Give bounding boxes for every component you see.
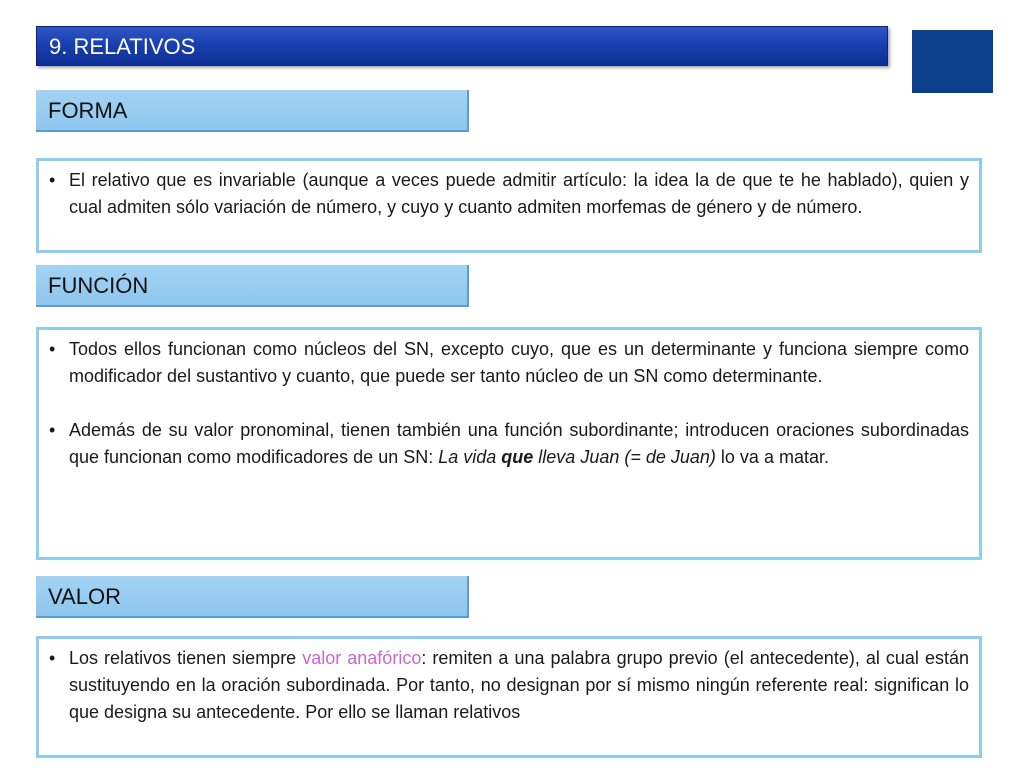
bullet-text-part: : remiten a una palabra grupo previo (el antecedente), al cual están sustituyendo en la oración subordinada. Por tanto, no designan por sí mismo ningún referente real: significan lo que designa su antecedente. Por ello se llaman relativos [69, 648, 969, 722]
bullet-text-part: lo va a matar. [715, 447, 829, 467]
bullet-item [49, 167, 969, 221]
bullet-text: El relativo que es invariable (aunque a veces puede admitir artículo: la idea la de que te he hablado), quien y cual admiten sólo variación de número, y cuyo y cuanto admiten morfemas de género y de número. [69, 170, 969, 217]
bullet-text [69, 648, 969, 722]
example-italic: La vida [438, 447, 502, 467]
example-bold-relative: que [501, 447, 534, 467]
content-box-valor [36, 636, 982, 758]
bullet-text: Todos ellos funcionan como núcleos del SN, excepto cuyo, que es un determinante y funciona siempre como modificador del sustantivo y cuanto, que puede ser tanto núcleo de un SN como determinante. [69, 339, 969, 386]
section-heading-valor: VALOR [36, 576, 469, 618]
bullet-item [49, 417, 969, 471]
bullet-text-part: Además de su valor pronominal, tienen también una función subordinante; introducen oraciones subordinadas que funcionan como modificadores de un SN: [69, 420, 969, 467]
slide-title: 9. RELATIVOS [36, 26, 888, 66]
bullet-icon: • [49, 170, 56, 190]
bullet-text-part: Los relativos tienen siempre [69, 648, 303, 668]
bullet-item [49, 336, 969, 390]
bullet-icon: • [49, 648, 56, 668]
example-italic: lleva Juan (= de Juan) [533, 447, 716, 467]
section-heading-forma: FORMA [36, 90, 469, 132]
content-box-funcion [36, 327, 982, 560]
bullet-text [69, 420, 969, 467]
bullet-icon: • [49, 339, 56, 359]
corner-decoration [912, 30, 993, 93]
bullet-item [49, 645, 969, 726]
highlighted-term: valor anafórico [302, 648, 422, 668]
content-box-forma [36, 158, 982, 253]
spacer [49, 390, 969, 417]
section-heading-funcion: FUNCIÓN [36, 265, 469, 307]
bullet-icon: • [49, 420, 56, 440]
